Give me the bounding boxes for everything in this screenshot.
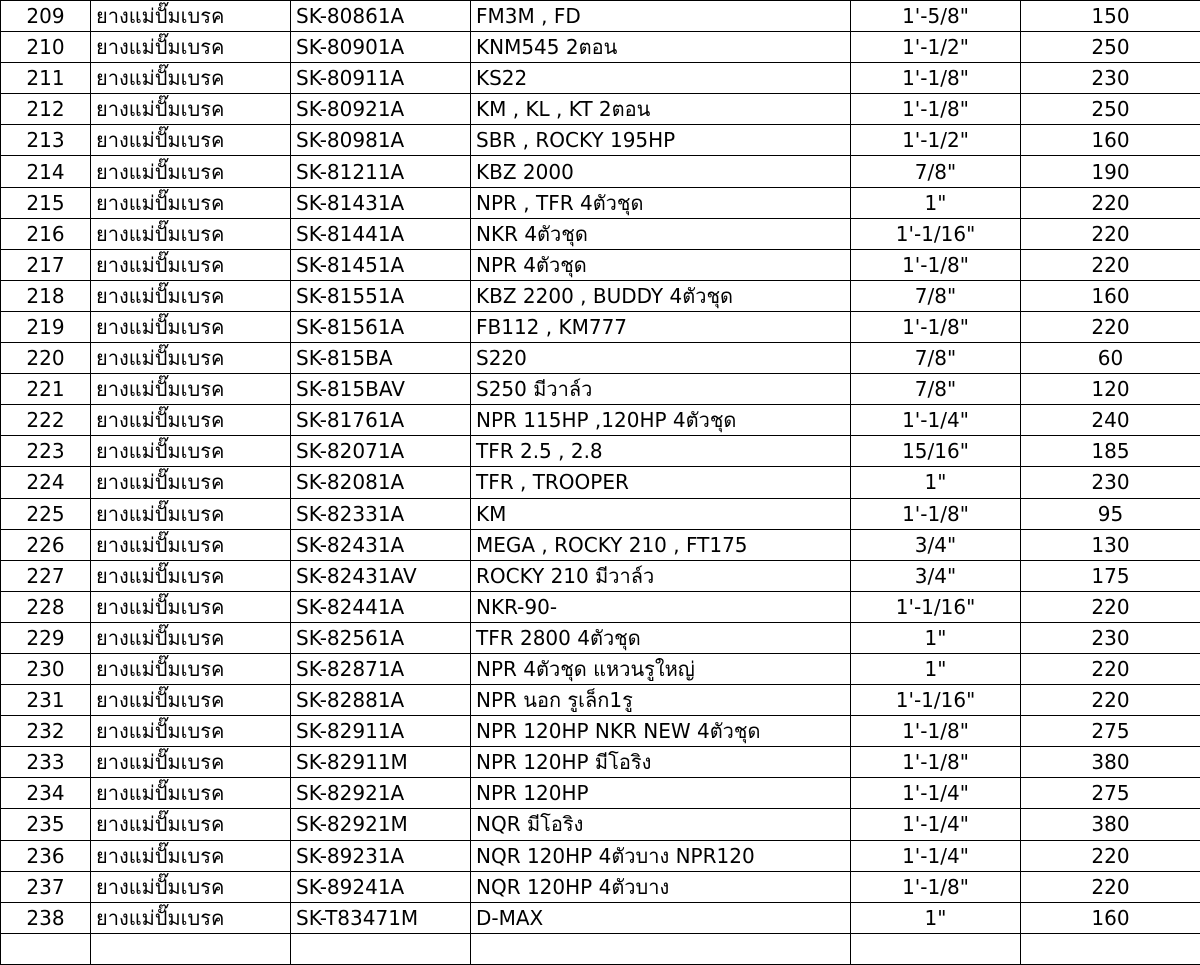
part-name-cell: ยางแม่ปั๊มเบรค bbox=[91, 280, 291, 311]
part-name-cell: ยางแม่ปั๊มเบรค bbox=[91, 405, 291, 436]
vehicle-model-cell: NPR 115HP ,120HP 4ตัวชุด bbox=[471, 405, 851, 436]
part-code-cell: SK-82921M bbox=[291, 809, 471, 840]
part-price-cell: 275 bbox=[1021, 778, 1200, 809]
vehicle-model-cell: KM , KL , KT 2ตอน bbox=[471, 94, 851, 125]
vehicle-model-cell: NKR-90- bbox=[471, 591, 851, 622]
part-code-cell: SK-81441A bbox=[291, 218, 471, 249]
part-name-cell: ยางแม่ปั๊มเบรค bbox=[91, 63, 291, 94]
vehicle-model-cell: MEGA , ROCKY 210 , FT175 bbox=[471, 529, 851, 560]
row-number-cell: 214 bbox=[1, 156, 91, 187]
part-price-cell: 220 bbox=[1021, 653, 1200, 684]
vehicle-model-cell: NPR , TFR 4ตัวชุด bbox=[471, 187, 851, 218]
part-name-cell: ยางแม่ปั๊มเบรค bbox=[91, 560, 291, 591]
row-number-cell: 226 bbox=[1, 529, 91, 560]
part-price-cell: 60 bbox=[1021, 343, 1200, 374]
part-code-cell: SK-89241A bbox=[291, 871, 471, 902]
table-row bbox=[1, 249, 1200, 280]
table-row bbox=[1, 218, 1200, 249]
table-row bbox=[1, 187, 1200, 218]
part-name-cell: ยางแม่ปั๊มเบรค bbox=[91, 591, 291, 622]
part-size-cell: 7/8" bbox=[851, 343, 1021, 374]
vehicle-model-cell: KBZ 2000 bbox=[471, 156, 851, 187]
part-name-cell: ยางแม่ปั๊มเบรค bbox=[91, 467, 291, 498]
part-size-cell: 1" bbox=[851, 622, 1021, 653]
row-number-cell: 217 bbox=[1, 249, 91, 280]
part-size-cell: 3/4" bbox=[851, 560, 1021, 591]
vehicle-model-cell: NPR 4ตัวชุด แหวนรูใหญ่ bbox=[471, 653, 851, 684]
row-number-cell: 216 bbox=[1, 218, 91, 249]
table-row bbox=[1, 374, 1200, 405]
part-name-cell: ยางแม่ปั๊มเบรค bbox=[91, 218, 291, 249]
vehicle-model-cell: S220 bbox=[471, 343, 851, 374]
part-name-cell: ยางแม่ปั๊มเบรค bbox=[91, 840, 291, 871]
table-row bbox=[1, 747, 1200, 778]
vehicle-model-cell: KS22 bbox=[471, 63, 851, 94]
part-code-cell: SK-82431AV bbox=[291, 560, 471, 591]
part-price-cell: 275 bbox=[1021, 716, 1200, 747]
part-code-cell: SK-81431A bbox=[291, 187, 471, 218]
part-size-cell: 7/8" bbox=[851, 374, 1021, 405]
table-row bbox=[1, 125, 1200, 156]
part-price-cell: 220 bbox=[1021, 840, 1200, 871]
row-number-cell: 236 bbox=[1, 840, 91, 871]
table-row bbox=[1, 280, 1200, 311]
row-number-cell: 209 bbox=[1, 1, 91, 32]
vehicle-model-cell: ROCKY 210 มีวาล์ว bbox=[471, 560, 851, 591]
row-number-cell: 215 bbox=[1, 187, 91, 218]
vehicle-model-cell: NPR 120HP มีโอริง bbox=[471, 747, 851, 778]
part-code-cell: SK-82881A bbox=[291, 685, 471, 716]
part-code-cell: SK-82431A bbox=[291, 529, 471, 560]
part-price-cell: 220 bbox=[1021, 249, 1200, 280]
table-row bbox=[1, 498, 1200, 529]
part-code-cell: SK-815BAV bbox=[291, 374, 471, 405]
table-row bbox=[1, 591, 1200, 622]
part-code-cell: SK-80921A bbox=[291, 94, 471, 125]
part-name-cell: ยางแม่ปั๊มเบรค bbox=[91, 653, 291, 684]
vehicle-model-cell: NPR 120HP bbox=[471, 778, 851, 809]
part-code-cell: SK-81551A bbox=[291, 280, 471, 311]
table-row bbox=[1, 156, 1200, 187]
row-number-cell: 212 bbox=[1, 94, 91, 125]
row-number-cell: 233 bbox=[1, 747, 91, 778]
part-name-cell: ยางแม่ปั๊มเบรค bbox=[91, 32, 291, 63]
part-price-cell: 230 bbox=[1021, 622, 1200, 653]
part-size-cell: 1'-1/2" bbox=[851, 125, 1021, 156]
row-number-cell: 222 bbox=[1, 405, 91, 436]
row-number-cell: 220 bbox=[1, 343, 91, 374]
part-price-cell: 230 bbox=[1021, 63, 1200, 94]
part-size-cell: 1" bbox=[851, 653, 1021, 684]
table-row bbox=[1, 778, 1200, 809]
vehicle-model-cell: NQR มีโอริง bbox=[471, 809, 851, 840]
row-number-cell: 218 bbox=[1, 280, 91, 311]
part-code-cell: SK-82081A bbox=[291, 467, 471, 498]
part-code-cell: SK-82561A bbox=[291, 622, 471, 653]
row-number-cell: 213 bbox=[1, 125, 91, 156]
part-size-cell-empty bbox=[851, 933, 1021, 964]
vehicle-model-cell: NQR 120HP 4ตัวบาง bbox=[471, 871, 851, 902]
part-name-cell: ยางแม่ปั๊มเบรค bbox=[91, 809, 291, 840]
part-code-cell: SK-82921A bbox=[291, 778, 471, 809]
vehicle-model-cell: TFR 2800 4ตัวชุด bbox=[471, 622, 851, 653]
part-code-cell: SK-89231A bbox=[291, 840, 471, 871]
row-number-cell: 227 bbox=[1, 560, 91, 591]
part-price-cell: 240 bbox=[1021, 405, 1200, 436]
vehicle-model-cell: NQR 120HP 4ตัวบาง NPR120 bbox=[471, 840, 851, 871]
part-price-cell: 95 bbox=[1021, 498, 1200, 529]
row-number-cell: 229 bbox=[1, 622, 91, 653]
part-code-cell: SK-82871A bbox=[291, 653, 471, 684]
part-code-cell: SK-82441A bbox=[291, 591, 471, 622]
table-row bbox=[1, 685, 1200, 716]
part-code-cell: SK-81561A bbox=[291, 311, 471, 342]
table-row bbox=[1, 840, 1200, 871]
table-row bbox=[1, 902, 1200, 933]
part-size-cell: 1" bbox=[851, 902, 1021, 933]
table-row bbox=[1, 809, 1200, 840]
part-size-cell: 1'-1/16" bbox=[851, 218, 1021, 249]
part-size-cell: 1'-1/2" bbox=[851, 32, 1021, 63]
vehicle-model-cell: TFR 2.5 , 2.8 bbox=[471, 436, 851, 467]
part-price-cell: 220 bbox=[1021, 871, 1200, 902]
part-size-cell: 1'-1/8" bbox=[851, 747, 1021, 778]
part-size-cell: 1" bbox=[851, 187, 1021, 218]
part-code-cell: SK-82071A bbox=[291, 436, 471, 467]
part-price-cell: 175 bbox=[1021, 560, 1200, 591]
part-price-cell: 120 bbox=[1021, 374, 1200, 405]
part-price-cell: 220 bbox=[1021, 187, 1200, 218]
table-row bbox=[1, 560, 1200, 591]
part-name-cell: ยางแม่ปั๊มเบรค bbox=[91, 529, 291, 560]
part-code-cell: SK-T83471M bbox=[291, 902, 471, 933]
table-row bbox=[1, 716, 1200, 747]
part-price-cell: 150 bbox=[1021, 1, 1200, 32]
row-number-cell: 232 bbox=[1, 716, 91, 747]
part-price-cell: 230 bbox=[1021, 467, 1200, 498]
vehicle-model-cell: KBZ 2200 , BUDDY 4ตัวชุด bbox=[471, 280, 851, 311]
row-number-cell: 210 bbox=[1, 32, 91, 63]
table-row bbox=[1, 529, 1200, 560]
part-price-cell: 220 bbox=[1021, 591, 1200, 622]
row-number-cell: 230 bbox=[1, 653, 91, 684]
table-row bbox=[1, 405, 1200, 436]
vehicle-model-cell: SBR , ROCKY 195HP bbox=[471, 125, 851, 156]
part-price-cell: 185 bbox=[1021, 436, 1200, 467]
part-size-cell: 1'-1/8" bbox=[851, 716, 1021, 747]
table-row bbox=[1, 94, 1200, 125]
part-price-cell: 160 bbox=[1021, 280, 1200, 311]
part-size-cell: 1'-1/8" bbox=[851, 311, 1021, 342]
part-name-cell: ยางแม่ปั๊มเบรค bbox=[91, 1, 291, 32]
part-code-cell: SK-80911A bbox=[291, 63, 471, 94]
row-number-cell: 219 bbox=[1, 311, 91, 342]
table-row bbox=[1, 32, 1200, 63]
part-price-cell: 160 bbox=[1021, 902, 1200, 933]
part-name-cell: ยางแม่ปั๊มเบรค bbox=[91, 747, 291, 778]
part-name-cell: ยางแม่ปั๊มเบรค bbox=[91, 436, 291, 467]
table-row bbox=[1, 343, 1200, 374]
part-name-cell: ยางแม่ปั๊มเบรค bbox=[91, 685, 291, 716]
table-row bbox=[1, 63, 1200, 94]
part-size-cell: 1'-1/4" bbox=[851, 778, 1021, 809]
part-code-cell: SK-80861A bbox=[291, 1, 471, 32]
row-number-cell: 231 bbox=[1, 685, 91, 716]
vehicle-model-cell: NPR 120HP NKR NEW 4ตัวชุด bbox=[471, 716, 851, 747]
part-name-cell: ยางแม่ปั๊มเบรค bbox=[91, 902, 291, 933]
part-price-cell: 190 bbox=[1021, 156, 1200, 187]
row-number-cell: 234 bbox=[1, 778, 91, 809]
row-number-cell: 228 bbox=[1, 591, 91, 622]
part-code-cell: SK-82911A bbox=[291, 716, 471, 747]
vehicle-model-cell: NKR 4ตัวชุด bbox=[471, 218, 851, 249]
vehicle-model-cell: S250 มีวาล์ว bbox=[471, 374, 851, 405]
part-size-cell: 1'-1/16" bbox=[851, 685, 1021, 716]
table-row bbox=[1, 311, 1200, 342]
empty-row bbox=[1, 933, 1200, 964]
table-row bbox=[1, 467, 1200, 498]
part-price-cell: 220 bbox=[1021, 685, 1200, 716]
row-number-cell: 235 bbox=[1, 809, 91, 840]
vehicle-model-cell: NPR 4ตัวชุด bbox=[471, 249, 851, 280]
row-number-cell: 223 bbox=[1, 436, 91, 467]
part-name-cell: ยางแม่ปั๊มเบรค bbox=[91, 94, 291, 125]
row-number-cell-empty bbox=[1, 933, 91, 964]
part-price-cell: 250 bbox=[1021, 94, 1200, 125]
part-code-cell: SK-81761A bbox=[291, 405, 471, 436]
part-name-cell-empty bbox=[91, 933, 291, 964]
vehicle-model-cell: KNM545 2ตอน bbox=[471, 32, 851, 63]
part-price-cell: 220 bbox=[1021, 311, 1200, 342]
table-row bbox=[1, 871, 1200, 902]
part-price-cell: 250 bbox=[1021, 32, 1200, 63]
part-code-cell: SK-81211A bbox=[291, 156, 471, 187]
part-code-cell: SK-80901A bbox=[291, 32, 471, 63]
part-size-cell: 1'-1/16" bbox=[851, 591, 1021, 622]
part-name-cell: ยางแม่ปั๊มเบรค bbox=[91, 374, 291, 405]
table-row bbox=[1, 1, 1200, 32]
row-number-cell: 237 bbox=[1, 871, 91, 902]
row-number-cell: 211 bbox=[1, 63, 91, 94]
part-size-cell: 7/8" bbox=[851, 156, 1021, 187]
part-size-cell: 1'-1/8" bbox=[851, 94, 1021, 125]
part-name-cell: ยางแม่ปั๊มเบรค bbox=[91, 125, 291, 156]
table-row bbox=[1, 436, 1200, 467]
vehicle-model-cell-empty bbox=[471, 933, 851, 964]
vehicle-model-cell: KM bbox=[471, 498, 851, 529]
part-size-cell: 15/16" bbox=[851, 436, 1021, 467]
part-name-cell: ยางแม่ปั๊มเบรค bbox=[91, 778, 291, 809]
vehicle-model-cell: NPR นอก รูเล็ก1รู bbox=[471, 685, 851, 716]
part-name-cell: ยางแม่ปั๊มเบรค bbox=[91, 249, 291, 280]
part-size-cell: 1" bbox=[851, 467, 1021, 498]
part-price-cell-empty bbox=[1021, 933, 1200, 964]
part-size-cell: 1'-1/8" bbox=[851, 498, 1021, 529]
table-row bbox=[1, 622, 1200, 653]
part-code-cell: SK-82911M bbox=[291, 747, 471, 778]
part-size-cell: 1'-1/4" bbox=[851, 405, 1021, 436]
part-size-cell: 1'-1/4" bbox=[851, 809, 1021, 840]
vehicle-model-cell: D-MAX bbox=[471, 902, 851, 933]
vehicle-model-cell: FB112 , KM777 bbox=[471, 311, 851, 342]
part-price-cell: 130 bbox=[1021, 529, 1200, 560]
part-code-cell: SK-81451A bbox=[291, 249, 471, 280]
row-number-cell: 238 bbox=[1, 902, 91, 933]
part-size-cell: 1'-1/8" bbox=[851, 249, 1021, 280]
part-size-cell: 1'-5/8" bbox=[851, 1, 1021, 32]
part-name-cell: ยางแม่ปั๊มเบรค bbox=[91, 498, 291, 529]
part-price-cell: 220 bbox=[1021, 218, 1200, 249]
part-name-cell: ยางแม่ปั๊มเบรค bbox=[91, 187, 291, 218]
vehicle-model-cell: TFR , TROOPER bbox=[471, 467, 851, 498]
vehicle-model-cell: FM3M , FD bbox=[471, 1, 851, 32]
part-price-cell: 380 bbox=[1021, 747, 1200, 778]
part-price-cell: 380 bbox=[1021, 809, 1200, 840]
part-name-cell: ยางแม่ปั๊มเบรค bbox=[91, 156, 291, 187]
part-name-cell: ยางแม่ปั๊มเบรค bbox=[91, 716, 291, 747]
part-size-cell: 1'-1/8" bbox=[851, 63, 1021, 94]
part-code-cell: SK-82331A bbox=[291, 498, 471, 529]
part-name-cell: ยางแม่ปั๊มเบรค bbox=[91, 343, 291, 374]
part-name-cell: ยางแม่ปั๊มเบรค bbox=[91, 311, 291, 342]
part-size-cell: 1'-1/8" bbox=[851, 871, 1021, 902]
part-price-cell: 160 bbox=[1021, 125, 1200, 156]
part-size-cell: 7/8" bbox=[851, 280, 1021, 311]
row-number-cell: 221 bbox=[1, 374, 91, 405]
part-code-cell-empty bbox=[291, 933, 471, 964]
row-number-cell: 224 bbox=[1, 467, 91, 498]
table-body bbox=[1, 1, 1200, 965]
part-size-cell: 1'-1/4" bbox=[851, 840, 1021, 871]
part-code-cell: SK-80981A bbox=[291, 125, 471, 156]
part-name-cell: ยางแม่ปั๊มเบรค bbox=[91, 871, 291, 902]
part-size-cell: 3/4" bbox=[851, 529, 1021, 560]
part-code-cell: SK-815BA bbox=[291, 343, 471, 374]
part-name-cell: ยางแม่ปั๊มเบรค bbox=[91, 622, 291, 653]
table-row bbox=[1, 653, 1200, 684]
row-number-cell: 225 bbox=[1, 498, 91, 529]
